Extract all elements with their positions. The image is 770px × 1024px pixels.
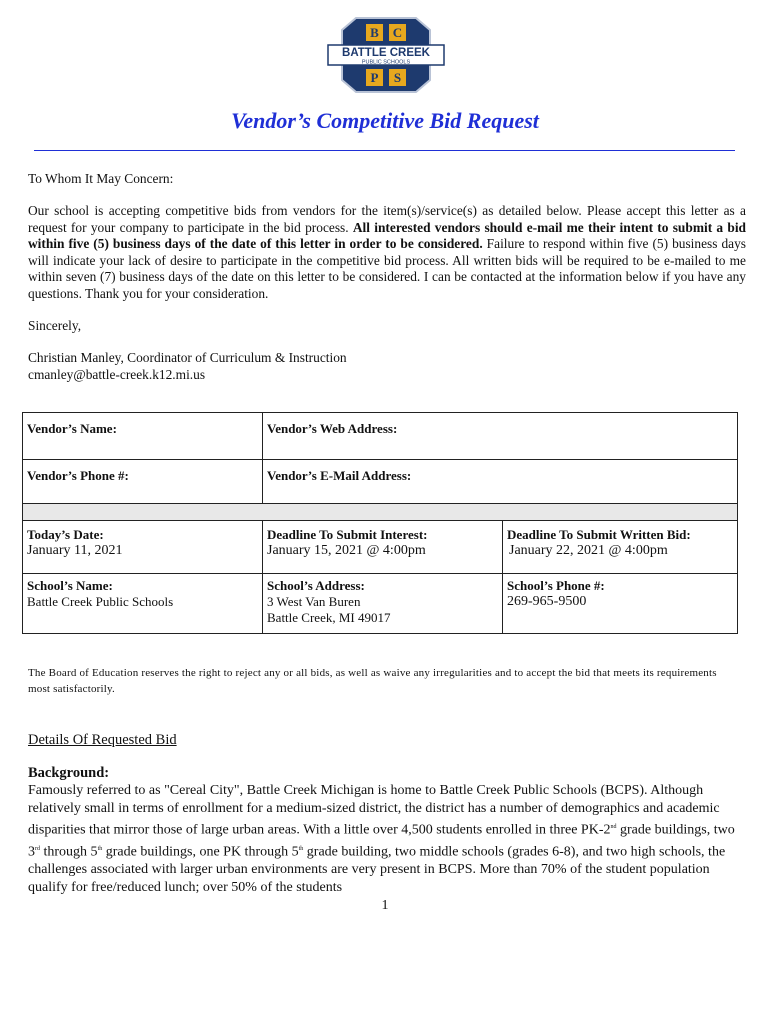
school-name-label: School’s Name: bbox=[27, 578, 113, 593]
intro-bold: All interested vendors should e-mail me their intent to submit a bid within five (5) business days of the date of this letter in order to be considered. bbox=[28, 219, 746, 251]
page-title: Vendor’s Competitive Bid Request bbox=[231, 108, 539, 133]
background-text-5: grade building, two middle schools (grades 6-8), and two high schools, the challenges associated with larger urban environments are very present in BCPS. More than 70% of the student population qualify for free/reduced lunch; over 50% of the students bbox=[28, 844, 726, 896]
vendor-name-label: Vendor’s Name: bbox=[23, 413, 263, 460]
school-address-cell bbox=[263, 574, 503, 634]
intro-text-1: Our school is accepting competitive bids from vendors for the item(s)/service(s) as detailed below. Please accept this letter as a request for your company to participate in the bid process. bbox=[28, 203, 746, 235]
background-text-4: grade buildings, one PK through 5 bbox=[102, 844, 299, 860]
background-text-1: Famously referred to as "Cereal City", Battle Creek Michigan is home to Battle Creek Public Schools (BCPS). Although relatively small in terms of enrollment for a medium-sized district, the district has a number of demographics and academic disparities that mirror those of large urban areas. With a little over 4,500 students enrolled in three PK-2 bbox=[28, 783, 720, 838]
intro-text-2: Failure to respond within five (5) business days will indicate your lack of desire to participate in the competitive bid process. All written bids will be required to be e-mailed to me within seven (7) business days of the date on this letter to be considered. I can be contacted at the information below if you have any questions. Thank you for your consideration. bbox=[28, 236, 747, 301]
todays-date-value: January 11, 2021 bbox=[27, 543, 123, 558]
school-phone-cell bbox=[503, 574, 738, 634]
deadline-interest-cell bbox=[263, 521, 503, 574]
school-address-line2: Battle Creek, MI 49017 bbox=[267, 610, 391, 625]
vendor-web-label: Vendor’s Web Address: bbox=[263, 413, 738, 460]
school-address-label: School’s Address: bbox=[267, 578, 365, 593]
deadline-interest-value: January 15, 2021 @ 4:00pm bbox=[267, 543, 426, 558]
background-sup-2: rd bbox=[35, 845, 40, 852]
svg-text:C: C bbox=[392, 25, 403, 40]
table-row bbox=[23, 460, 738, 504]
background-text-2: grade buildings, two 3 bbox=[28, 822, 735, 860]
background-sup-3: th bbox=[97, 845, 103, 852]
battle-creek-logo bbox=[326, 14, 446, 96]
board-note: The Board of Education reserves the right to reject any or all bids, as well as waive any irregularities and to accept the bid that meets its requirements most satisfactorily. bbox=[28, 667, 717, 695]
table-row bbox=[23, 521, 738, 574]
background-paragraph bbox=[28, 782, 744, 897]
signature-email: cmanley@battle-creek.k12.mi.us bbox=[28, 367, 206, 382]
details-heading: Details Of Requested Bid bbox=[28, 732, 177, 748]
svg-text:S: S bbox=[393, 70, 402, 85]
salutation: To Whom It May Concern: bbox=[28, 171, 174, 186]
school-name-value: Battle Creek Public Schools bbox=[27, 594, 174, 609]
svg-text:P: P bbox=[370, 70, 379, 85]
school-phone-value: 269-965-9500 bbox=[507, 594, 587, 609]
table-row bbox=[23, 504, 738, 521]
deadline-written-value: January 22, 2021 @ 4:00pm bbox=[509, 543, 668, 558]
deadline-written-cell bbox=[503, 521, 738, 574]
background-sup-1: nd bbox=[610, 824, 617, 830]
page-number: 1 bbox=[381, 898, 389, 913]
svg-text:PUBLIC SCHOOLS: PUBLIC SCHOOLS bbox=[361, 59, 411, 66]
table-row bbox=[23, 413, 738, 460]
title-divider bbox=[34, 150, 735, 151]
svg-text:B: B bbox=[370, 25, 379, 40]
vendor-phone-label: Vendor’s Phone #: bbox=[23, 460, 263, 504]
svg-text:BATTLE CREEK: BATTLE CREEK bbox=[342, 47, 430, 59]
deadline-interest-label: Deadline To Submit Interest: bbox=[267, 527, 428, 542]
todays-date-label: Today’s Date: bbox=[27, 527, 104, 542]
bid-info-table bbox=[22, 412, 738, 634]
vendor-email-label: Vendor’s E-Mail Address: bbox=[263, 460, 738, 504]
signature-name: Christian Manley, Coordinator of Curriculum & Instruction bbox=[28, 350, 347, 365]
background-heading: Background: bbox=[28, 765, 110, 781]
school-phone-label: School’s Phone #: bbox=[507, 578, 605, 593]
background-text-3: through 5 bbox=[40, 844, 98, 860]
deadline-written-label: Deadline To Submit Written Bid: bbox=[507, 527, 691, 542]
intro-paragraph bbox=[28, 203, 746, 302]
background-sup-4: th bbox=[298, 845, 304, 852]
school-name-cell bbox=[23, 574, 263, 634]
todays-date-cell bbox=[23, 521, 263, 574]
table-row bbox=[23, 574, 738, 634]
school-address-line1: 3 West Van Buren bbox=[267, 594, 361, 609]
closing: Sincerely, bbox=[28, 318, 82, 333]
separator-row bbox=[23, 504, 738, 521]
